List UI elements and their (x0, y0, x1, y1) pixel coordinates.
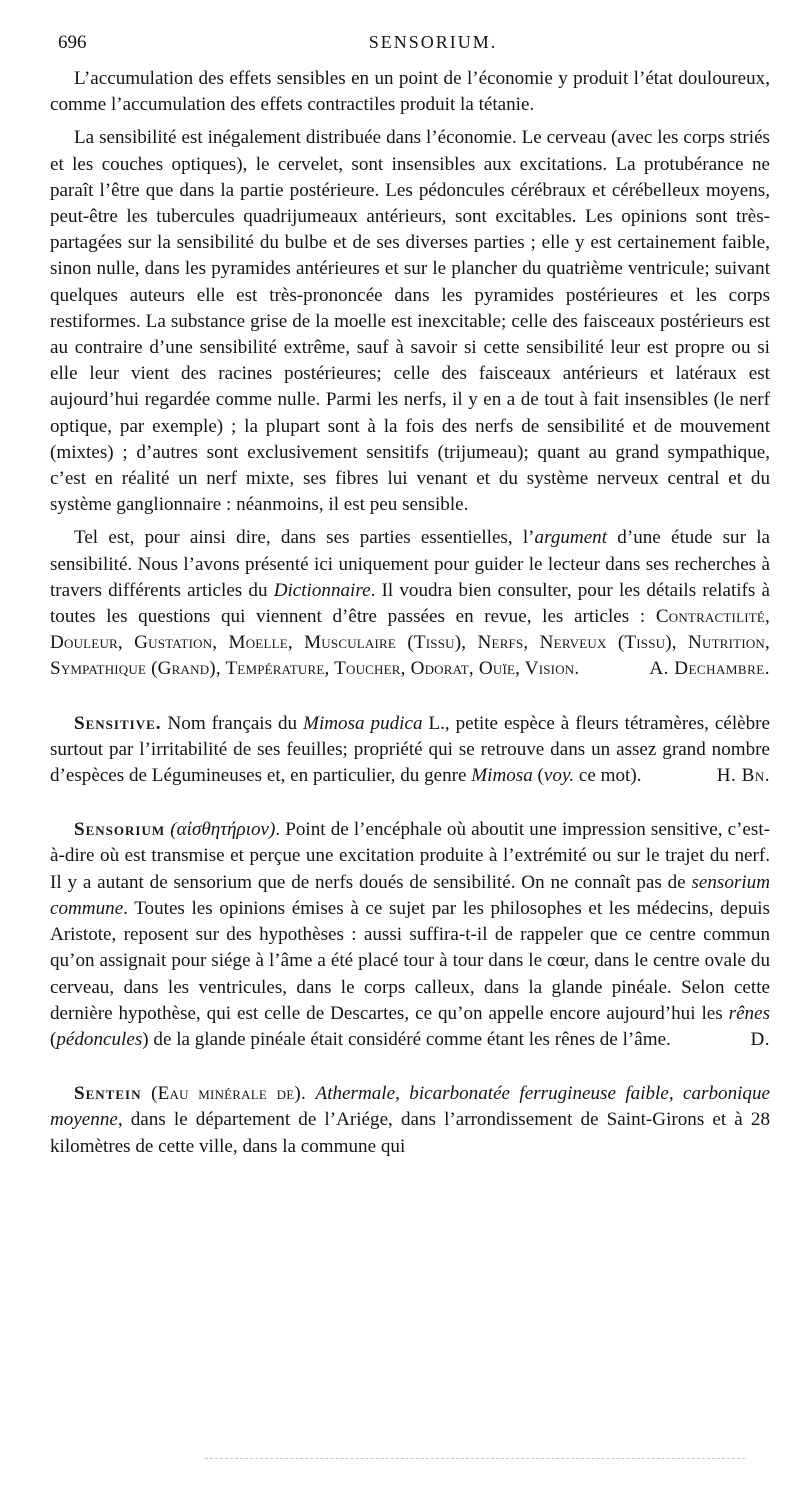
headword-sentein: Sentein (74, 1083, 142, 1105)
greek-term: (αἰσθητήριον) (170, 819, 276, 841)
running-head: SENSORIUM. (368, 32, 498, 52)
summary-text-3: . Il voudra bien consulter, pour les détails relatifs à toutes les questions qui viennent d’être passées en revue, les articles : (50, 579, 771, 628)
sensorium-text-3: ( (50, 1028, 57, 1050)
entry-sensorium (50, 817, 770, 1053)
paragraph-distribution: La sensibilité est inégalement distribuée dans l’économie. Le cerveau (avec les corps striés et les couches optiques), le cervelet, sont insensibles aux excitations. La protubérance ne paraît l’être que dans la partie postérieure. Les pédoncules cérébraux et cérébelleux moyens, peut-être les tubercules quadrijumeaux antérieurs, sont excitables. Les opinions sont très-partagées sur la sensibilité du bulbe et de ses diverses parties ; elle y est certainement faible, sinon nulle, dans les pyramides antérieures et sur le plancher du quatrième ventricule; suivant quelques auteurs elle est très-prononcée dans les pyramides postérieures et les corps restiformes. La substance grise de la moelle est inexcitable; celle des faisceaux postérieurs est au contraire d’une sensibilité extrême, sauf à savoir si cette sensibilité leur est propre ou si elle leur vient des racines postérieures; celle des faisceaux antérieurs et latéraux est aujourd’hui regardée comme nulle. Parmi les nerfs, il y en a de tout à fait insensibles (le nerf optique, par exemple) ; la plupart sont à la fois des nerfs de sensibilité et de mouvement (mixtes) ; d’autres sont exclusivement sensitifs (trijumeau); quant au grand sympathique, c’est en réalité un nerf mixte, ses fibres lui venant et du système nerveux central et du système ganglionnaire : néanmoins, il est peu sensible. (50, 127, 770, 516)
headword-sensitive: Sensitive. (74, 712, 162, 734)
renes-term: rênes (728, 1002, 770, 1024)
paragraph-accumulation: L’accumulation des effets sensibles en un point de l’économie y produit l’état douloureux, comme l’accumulation des effets contractiles produit la tétanie. (50, 68, 770, 116)
page-number: 696 (58, 32, 87, 53)
summary-text-2: d’une étude sur la sensibilité. Nous l’avons présenté ici uniquement pour guider le lecteur dans ses recherches à travers différents articles du (50, 527, 770, 601)
sensitive-text-3: ( (532, 765, 544, 787)
genus-name: Mimosa (471, 765, 533, 787)
sensorium-commune-term: sensorium commune (50, 871, 770, 919)
author-signature: A. Dechambre. (649, 658, 770, 680)
water-qualifiers: Athermale, bicarbonatée ferrugineuse faible, carbonique moyenne (50, 1083, 770, 1131)
sentein-text-1: , dans le département de l’Ariége, dans l’arrondissement de Saint-Girons et à 28 kilomètres de cette ville, dans la commune qui (50, 1109, 770, 1157)
bottom-bleedthrough-rule (205, 1458, 745, 1459)
pedoncules-term: pédoncules (56, 1028, 143, 1050)
paragraph-summary (50, 525, 770, 682)
dictionnaire-term: Dictionnaire (273, 579, 371, 601)
cross-references: Contractilité, Douleur, Gustation, Moelle, Musculaire (Tissu), Nerfs, Nerveux (Tissu), Nutrition, Sympathique (Grand), Température, Toucher, Odorat, Ouïe, Vision. (50, 606, 770, 680)
voy-abbrev: voy. (543, 765, 575, 787)
page-body (50, 66, 770, 1160)
sensorium-text-4: ) de la glande pinéale était considéré comme étant les rênes de l’âme. (142, 1028, 671, 1050)
page-header (58, 28, 768, 58)
sentein-label: (Eau minérale de). (141, 1083, 316, 1105)
headword-sensorium: Sensorium (74, 819, 166, 841)
species-name: Mimosa pudica (303, 712, 423, 734)
sensitive-text-1: Nom français du (161, 712, 304, 734)
entry-sensitive (50, 711, 770, 790)
sensitive-text-4: ce mot). (574, 765, 642, 787)
sensorium-text-2: . Toutes les opinions émises à ce sujet par les philosophes et les médecins, depuis Aristote, reposent sur des hypothèses : aussi suffira-t-il de rappeler que ce centre commun qu’on assignait pour siége à l’âme a été placé tour à tour dans le cœur, dans le centre ovale du cerveau, dans les ventricules, dans le corps calleux, dans la glande pinéale. Selon cette dernière hypothèse, qui est celle de Descartes, ce qu’on appelle encore aujourd’hui les (50, 897, 770, 1024)
summary-text-1: Tel est, pour ainsi dire, dans ses parties essentielles, l’ (74, 527, 535, 549)
entry-sentein (50, 1081, 770, 1160)
sensorium-text-1: . Point de l’encéphale où aboutit une impression sensitive, c’est-à-dire où est transmise et perçue une excitation produite à l’extrémité ou sur le trajet du nerf. Il y a autant de sensorium que de nerfs doués de sensibilité. On ne connaît pas de (50, 819, 770, 893)
sensitive-text-2: L., petite espèce à fleurs tétramères, célèbre surtout par l’irritabilité de ses feuilles; propriété qui se retrouve dans un assez grand nombre d’espèces de Légumineuses et, en particulier, du genre (50, 712, 770, 787)
argument-term: argument (534, 527, 608, 549)
author-signature: D. (750, 1028, 770, 1050)
author-signature: H. Bn. (716, 765, 770, 787)
